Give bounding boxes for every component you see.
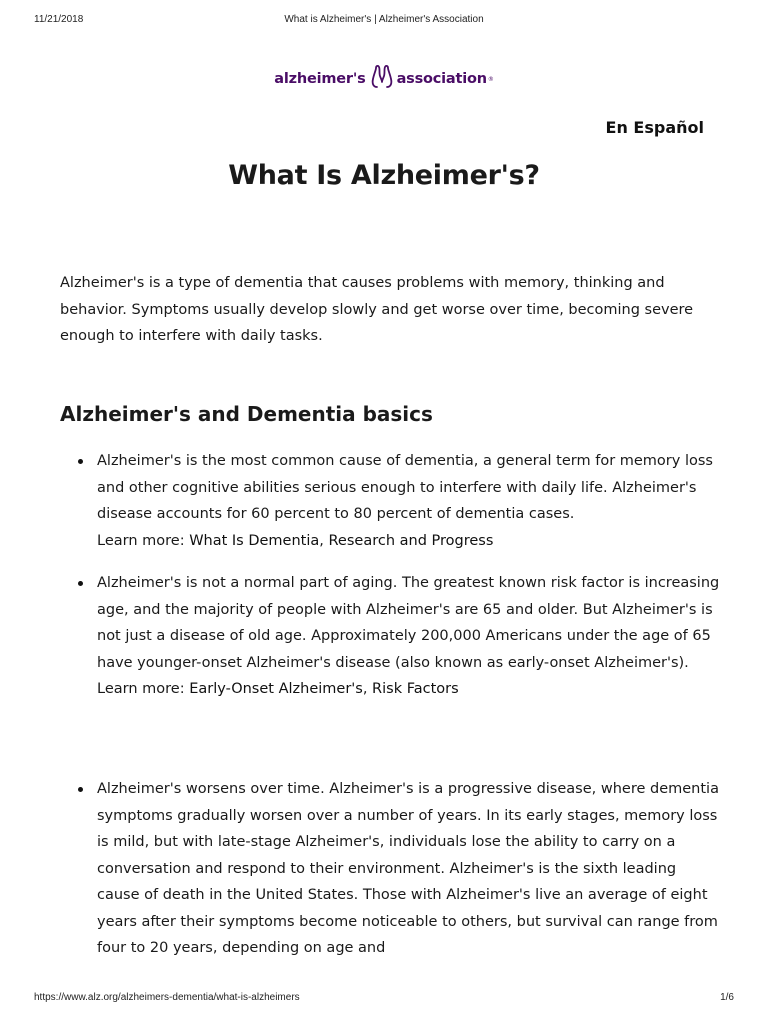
print-footer bbox=[0, 992, 768, 1006]
bullet-list bbox=[60, 776, 720, 962]
list-item bbox=[60, 448, 720, 554]
learn-more-label: Learn more: bbox=[97, 681, 190, 697]
bullet-text: Alzheimer's worsens over time. Alzheimer's is a progressive disease, where dementia symptoms gradually worsen over a number of years. In its early stages, memory loss is mild, but with late-stage Alzheimer's, individuals lose the ability to carry on a conversation and respond to their environment. Alzheimer's is the sixth leading cause of death in the United States. Those with Alzheimer's live an average of eight years after their symptoms become noticeable to others, but survival can range from four to 20 years, depending on age and bbox=[97, 781, 719, 956]
alz-association-logo[interactable] bbox=[0, 64, 768, 94]
logo-text-right: association bbox=[396, 71, 487, 87]
link-what-is-dementia[interactable]: What Is Dementia bbox=[189, 532, 320, 549]
bullet-text: Alzheimer's is the most common cause of dementia, a general term for memory loss and other cognitive abilities serious enough to interfere with daily life. Alzheimer's disease accounts for 60 percent to 80 percent of dementia cases. bbox=[97, 453, 713, 522]
link-separator: , bbox=[319, 532, 329, 549]
learn-more bbox=[97, 676, 720, 703]
print-header bbox=[0, 14, 768, 28]
section-heading: Alzheimer's and Dementia basics bbox=[60, 402, 433, 426]
bullet-list bbox=[60, 448, 720, 554]
link-early-onset[interactable]: Early-Onset Alzheimer's bbox=[189, 681, 363, 697]
learn-more-label: Learn more: bbox=[97, 532, 190, 549]
print-date: 11/21/2018 bbox=[34, 14, 84, 25]
logo-mark-icon bbox=[371, 65, 393, 93]
print-page-number: 1/6 bbox=[720, 992, 734, 1003]
link-research-and-progress[interactable]: Research and Progress bbox=[328, 532, 494, 549]
page-title: What Is Alzheimer's? bbox=[228, 160, 540, 191]
link-risk-factors[interactable]: Risk Factors bbox=[372, 681, 459, 697]
print-page-title: What is Alzheimer's | Alzheimer's Association bbox=[284, 14, 484, 25]
learn-more bbox=[97, 528, 720, 555]
list-item bbox=[60, 776, 720, 962]
registered-mark: ® bbox=[487, 75, 494, 83]
list-item bbox=[60, 570, 720, 703]
bullet-text: Alzheimer's is not a normal part of aging. The greatest known risk factor is increasing age, and the majority of people with Alzheimer's are 65 and older. But Alzheimer's is not just a disease of old age. Approximately 200,000 Americans under the age of 65 have younger-onset Alzheimer's disease (also known as early-onset Alzheimer's). bbox=[97, 575, 720, 671]
print-url: https://www.alz.org/alzheimers-dementia/what-is-alzheimers bbox=[34, 992, 300, 1003]
link-separator: , bbox=[362, 681, 373, 697]
logo-text-left: alzheimer's bbox=[274, 71, 366, 87]
spanish-language-link[interactable]: En Español bbox=[605, 118, 704, 137]
intro-paragraph: Alzheimer's is a type of dementia that causes problems with memory, thinking and behavior. Symptoms usually develop slowly and get worse over time, becoming severe enough to interfere with daily tasks. bbox=[60, 275, 694, 344]
bullet-list bbox=[60, 570, 720, 703]
